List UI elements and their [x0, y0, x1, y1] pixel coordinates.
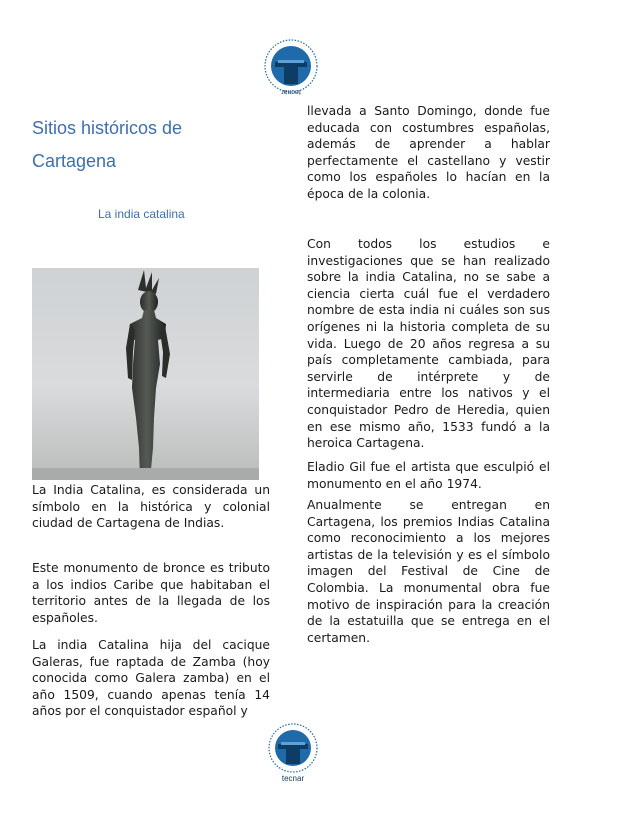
page-title-line1: Sitios históricos de	[32, 118, 183, 138]
logo-bottom-text: tecnar	[281, 774, 305, 783]
left-paragraph-2: La india Catalina hija del cacique Galeras, fue raptada de Zamba (hoy conocida como Galera zamba) en el año 1509, cuando apenas tenía 14 años por el conquistador español y	[32, 638, 270, 719]
page-subtitle: La india catalina	[98, 207, 185, 221]
photo-caption: La India Catalina, es considerada un símbolo en la histórica y colonial ciudad de Cartagena de Indias.	[32, 483, 270, 531]
right-paragraph-2: Con todos los estudios e investigaciones que se han realizado sobre la india Catalina, no se sabe a ciencia cierta cuál fue el verdadero nombre de esta india ni cuáles son sus orígenes ni la historia completa de su vida. Luego de 20 años regresa a su país completamente cambiada, para servirle de intérprete y de intermediaria entre los nativos y el conquistador Pedro de Heredia, quien en ese mismo año, 1533 fundó a la heroica Cartagena.	[307, 237, 550, 451]
right-paragraph-4: Anualmente se entregan en Cartagena, los premios Indias Catalina como reconocimiento a los mejores artistas de la televisión y es el símbolo imagen del Festival de Cine de Colombia. La monumental obra fue motivo de inspiración para la creación de la estatuilla que se entrega en el certamen.	[307, 498, 550, 645]
left-paragraph-1: Este monumento de bronce es tributo a los indios Caribe que habitaban el territorio antes de la llegada de los españoles.	[32, 561, 270, 625]
tecnar-logo-bottom	[260, 722, 326, 784]
right-paragraph-3: Eladio Gil fue el artista que esculpió el monumento en el año 1974.	[307, 460, 550, 491]
tecnar-logo-top	[254, 38, 328, 98]
page-title-line2: Cartagena	[32, 151, 117, 171]
right-paragraph-1: llevada a Santo Domingo, donde fue educada con costumbres españolas, además de aprender a hablar perfectamente el castellano y vestir como los españoles lo hacían en la época de la colonia.	[307, 104, 550, 201]
india-catalina-statue-photo	[32, 268, 259, 480]
logo-top-text: tecnar	[281, 88, 301, 95]
